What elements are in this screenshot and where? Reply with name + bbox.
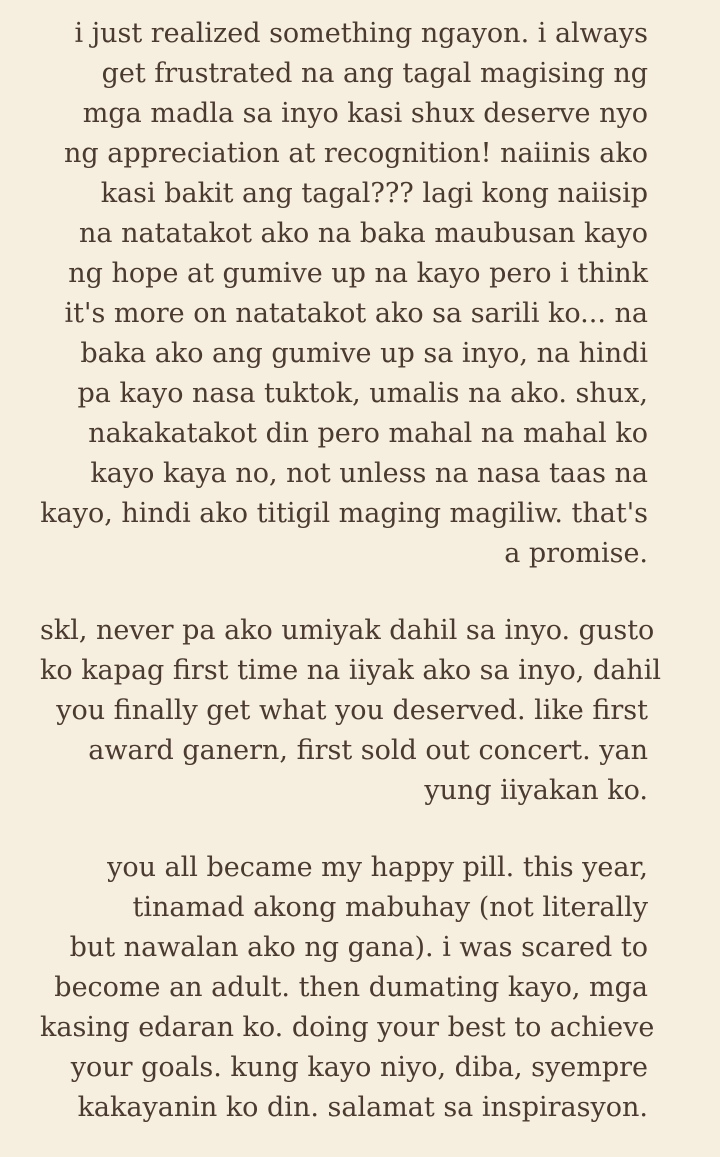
paragraph-2 (40, 611, 661, 811)
text-line: kayo, hindi ako titigil maging magiliw. that's (40, 498, 648, 529)
text-line: you finally get what you deserved. like first (56, 695, 648, 726)
text-line: kayo kaya no, not unless na nasa taas na (90, 458, 648, 489)
text-line: kasi bakit ang tagal??? lagi kong naiisip (100, 178, 648, 209)
text-line: ng hope at gumive up na kayo pero i think (68, 258, 648, 289)
paragraph-1 (40, 14, 648, 574)
text-line: nakakatakot din pero mahal na mahal ko (88, 418, 648, 449)
text-line: pa kayo nasa tuktok, umalis na ako. shux, (77, 378, 648, 409)
paragraph-spacer (40, 574, 648, 611)
text-line: but nawalan ako ng gana). i was scared to (69, 932, 648, 963)
text-line: it's more on natatakot ako sa sarili ko... na (64, 298, 648, 329)
text-line: your goals. kung kayo niyo, diba, syempre (70, 1052, 648, 1083)
text-line: yung iiyakan ko. (424, 775, 648, 806)
text-line: tinamad akong mabuhay (not literally (132, 892, 648, 923)
text-line: baka ako ang gumive up sa inyo, na hindi (80, 338, 648, 369)
text-line: ko kapag first time na iiyak ako sa inyo, dahil (40, 655, 661, 686)
text-line: skl, never pa ako umiyak dahil sa inyo. gusto (40, 615, 655, 646)
text-line: ng appreciation at recognition! naiinis ako (64, 138, 648, 169)
text-line: kakayanin ko din. salamat sa inspirasyon. (77, 1092, 648, 1123)
text-line: mga madla sa inyo kasi shux deserve nyo (82, 98, 648, 129)
text-line: a promise. (504, 538, 648, 569)
text-line: become an adult. then dumating kayo, mga (54, 972, 648, 1003)
text-line: get frustrated na ang tagal magising ng (101, 58, 648, 89)
text-line: you all became my happy pill. this year, (107, 852, 648, 883)
text-line: award ganern, first sold out concert. yan (88, 735, 648, 766)
paragraph-spacer (40, 811, 648, 848)
paragraph-3 (40, 848, 655, 1128)
text-line: kasing edaran ko. doing your best to achieve (40, 1012, 655, 1043)
text-line: na natatakot ako na baka maubusan kayo (79, 218, 648, 249)
text-line: i just realized something ngayon. i always (74, 18, 648, 49)
